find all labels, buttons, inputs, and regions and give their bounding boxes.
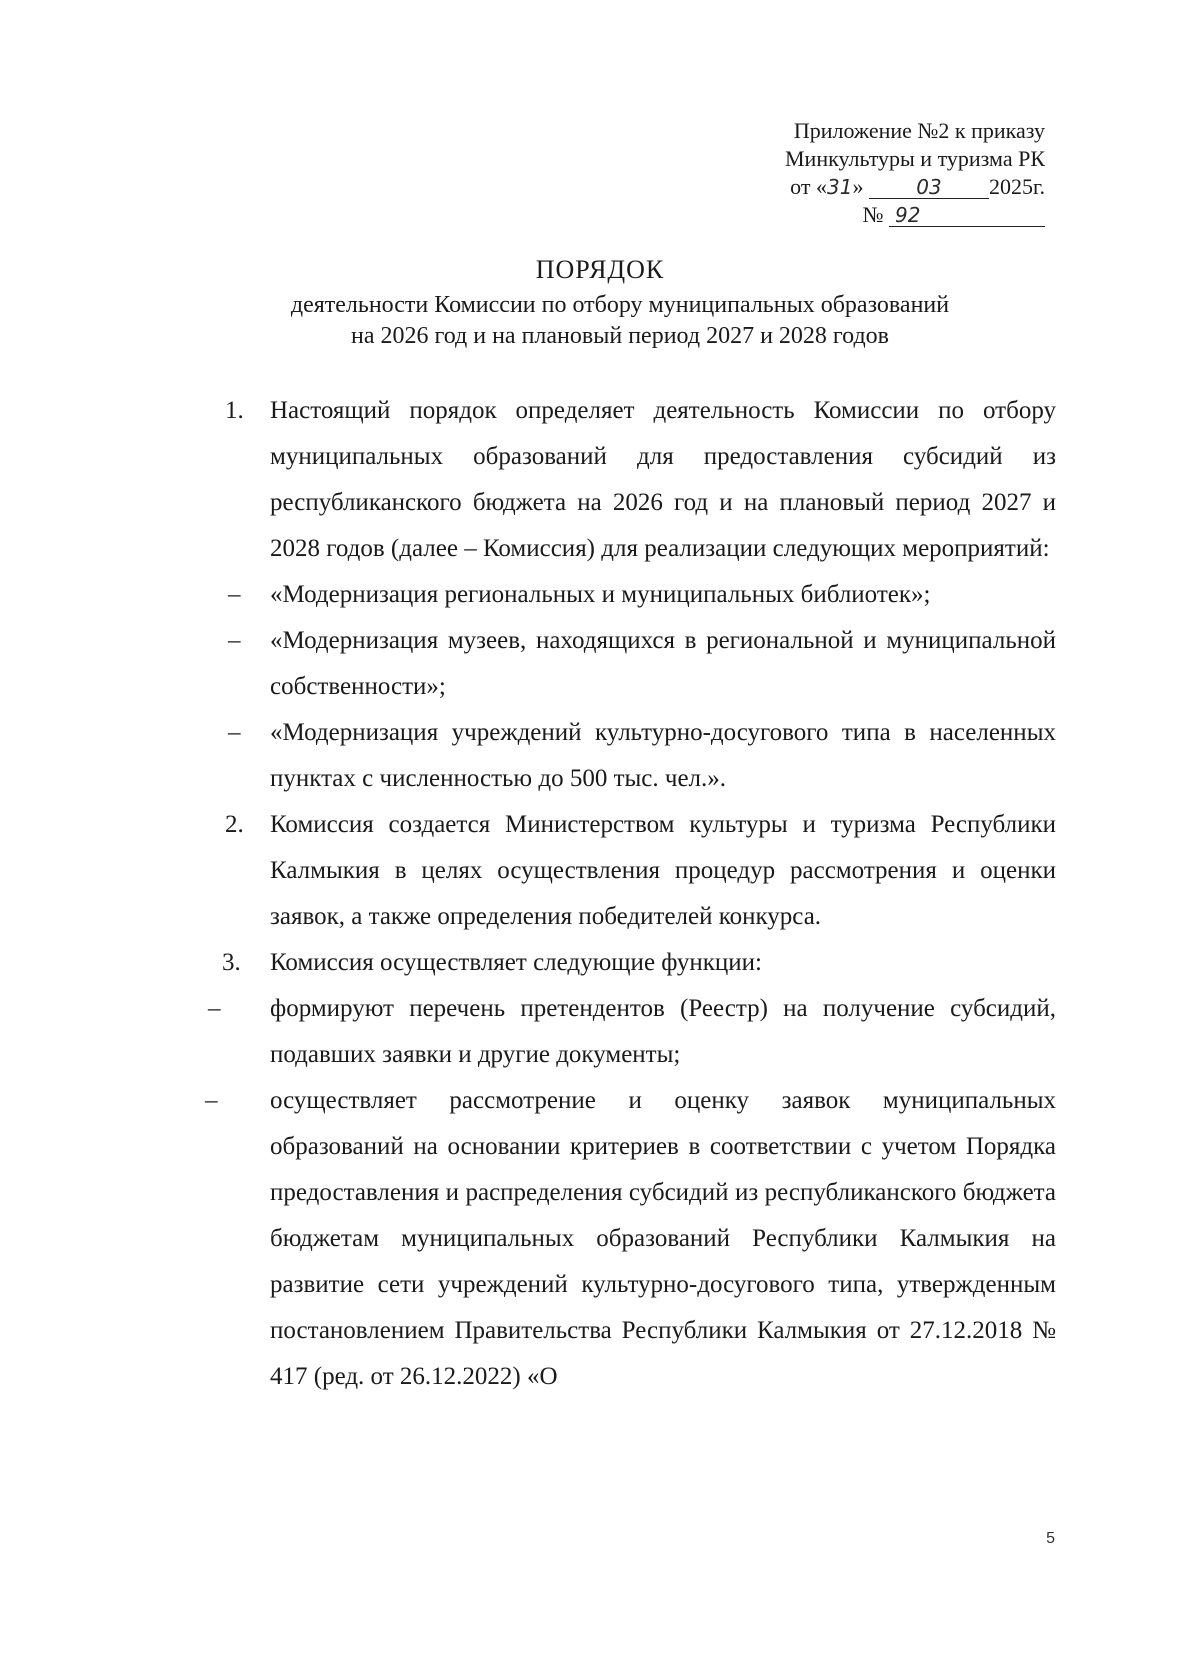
item-dash: – (228, 627, 241, 654)
item-dash: – (228, 719, 241, 746)
item-dash: – (208, 995, 221, 1022)
date-prefix: от « (790, 174, 827, 199)
attachment-line-2: Минкультуры и туризма РК (785, 146, 1045, 171)
list-item-dash-3 (0, 710, 1200, 802)
list-item-dash-5 (0, 1078, 1200, 1400)
document-body (0, 388, 1200, 1400)
document-title: ПОРЯДОК (535, 255, 665, 284)
item-number: 2. (225, 811, 244, 838)
subtitle-line-2: на 2026 год и на плановый период 2027 и 2028 годов (350, 323, 890, 349)
list-item-dash-1 (0, 572, 1200, 618)
date-day: 31 (827, 175, 853, 199)
document-subtitle (180, 290, 1060, 352)
item-text: «Модернизация региональных и муниципальных библиотек»; (270, 581, 931, 608)
list-item-3 (0, 940, 1200, 986)
date-year: 2025г. (988, 174, 1045, 199)
list-item-2 (0, 802, 1200, 940)
number-prefix: № (862, 202, 884, 227)
attachment-number (745, 201, 1045, 229)
subtitle-line-1: деятельности Комиссии по отбору муниципальных образований (290, 292, 950, 318)
item-number: 1. (225, 397, 244, 424)
list-item-dash-2 (0, 618, 1200, 710)
page-number: 5 (1046, 1530, 1055, 1547)
list-item-dash-4 (0, 986, 1200, 1078)
item-text: «Модернизация музеев, находящихся в региональной и муниципальной собственности»; (270, 627, 1056, 700)
item-text: Комиссия создается Министерством культуры и туризма Республики Калмыкия в целях осуществления процедур рассмотрения и оценки заявок, а также определения победителей конкурса. (270, 811, 1056, 930)
item-text: Настоящий порядок определяет деятельность Комиссии по отбору муниципальных образований для предоставления субсидий из республиканского бюджета на 2026 год и на плановый период 2027 и 2028 годов (далее – Комиссия) для реализации следующих мероприятий: (270, 397, 1056, 562)
item-dash: – (205, 1087, 218, 1114)
attachment-header (745, 117, 1045, 229)
list-item-1 (0, 388, 1200, 572)
item-dash: – (228, 581, 241, 608)
item-text: формируют перечень претендентов (Реестр) на получение субсидий, подавших заявки и другие документы; (270, 995, 1056, 1068)
item-text: «Модернизация учреждений культурно-досугового типа в населенных пунктах с численностью до 500 тыс. чел.». (270, 719, 1056, 792)
attachment-line-1: Приложение №2 к приказу (793, 118, 1045, 143)
date-month: 03 (869, 176, 989, 199)
number-value: 92 (889, 204, 1045, 227)
item-number: 3. (222, 949, 241, 976)
item-text: осуществляет рассмотрение и оценку заявок муниципальных образований на основании критериев в соответствии с учетом Порядка предоставления и распределения субсидий из республиканского бюджета бюджетам муниципальных образований Республики Калмыкия на развитие сети учреждений культурно-досугового типа, утвержденным постановлением Правительства Республики Калмыкия от 27.12.2018 № 417 (ред. от 26.12.2022) «О (270, 1087, 1056, 1390)
attachment-date (745, 173, 1045, 201)
date-mid: » (852, 174, 864, 199)
item-text: Комиссия осуществляет следующие функции: (270, 949, 762, 976)
